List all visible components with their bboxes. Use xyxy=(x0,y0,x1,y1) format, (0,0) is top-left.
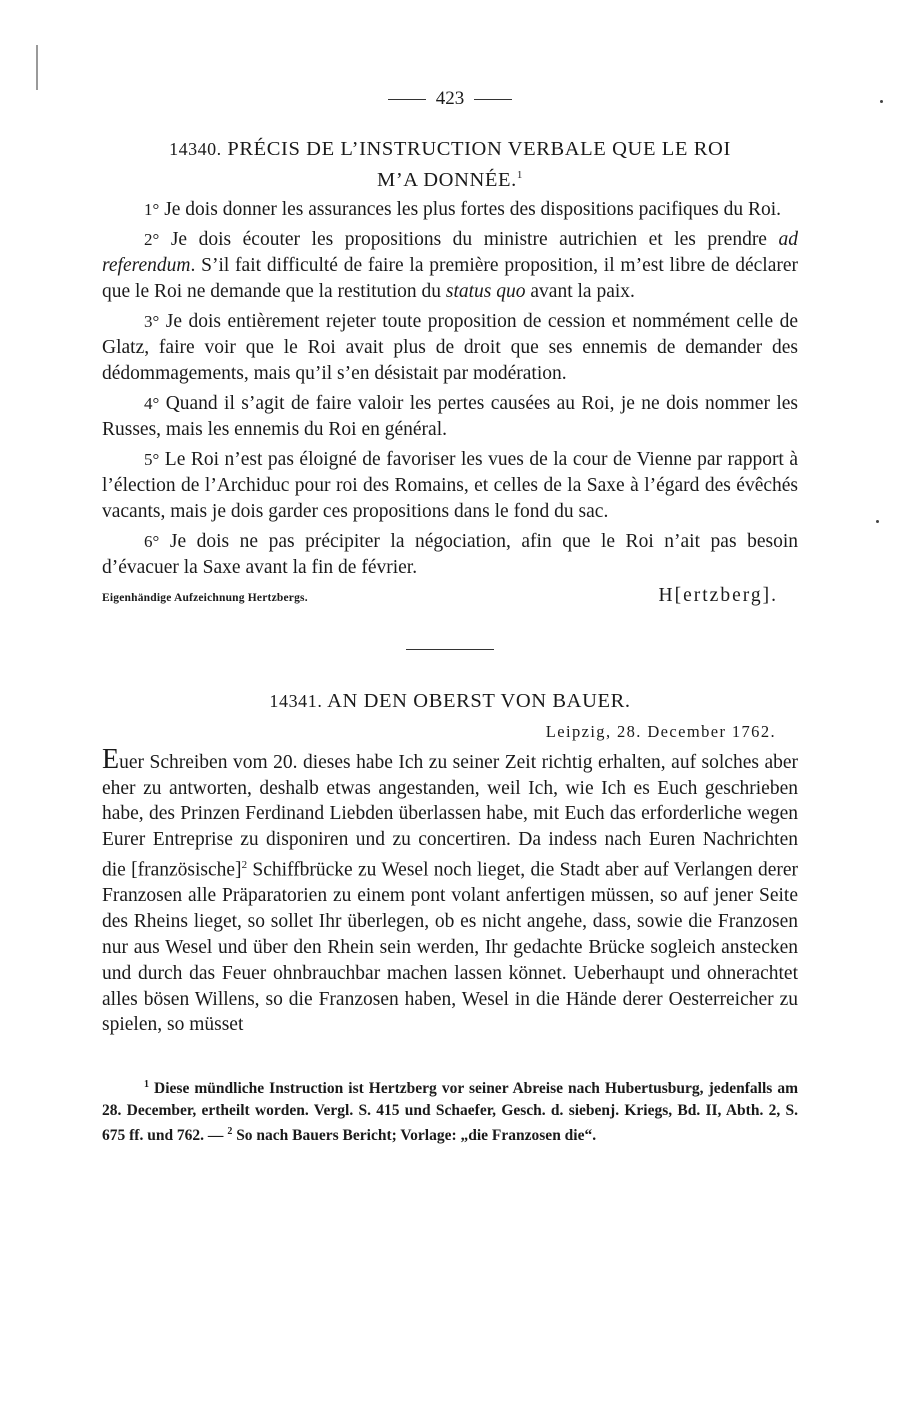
entry-14341 xyxy=(102,688,798,1038)
scan-speck xyxy=(876,520,879,523)
instruction-paragraph xyxy=(102,309,798,387)
footnote-ref: 2 xyxy=(241,859,248,872)
paragraph-text: Je dois ne pas précipiter la négociation, afin que le Roi n’ait pas besoin d’évacuer la Saxe avant la fin de février. xyxy=(102,530,798,578)
book-page xyxy=(102,82,798,1147)
footnote-marker: 2 xyxy=(227,1126,233,1138)
signature: H[ertzberg]. xyxy=(658,584,778,606)
drop-cap: E xyxy=(102,743,120,775)
instruction-paragraph xyxy=(102,197,798,223)
paragraph-number: 3° xyxy=(144,311,160,331)
signature-row xyxy=(102,585,798,607)
paragraph-number: 1° xyxy=(144,199,160,219)
paragraph-number: 4° xyxy=(144,393,160,413)
header-dash-right xyxy=(474,99,512,100)
instruction-paragraphs xyxy=(102,197,798,581)
footnote-text: Diese mündliche Instruction ist Hertzberg vor seiner Abreise nach Hubertusburg, jedenfalls am 28. December, ertheilt worden. Vergl. S. 415 und Schaefer, Gesch. d. siebenj. Kriegs, Bd. II, Abth. 2, S. 675 ff. und 762. — xyxy=(102,1080,798,1145)
entry-heading xyxy=(102,688,798,714)
italic-phrase: ad referendum xyxy=(102,228,798,276)
heading-line-2: M’A DONNÉE. xyxy=(377,168,517,191)
letter-text: Schiffbrücke zu Wesel noch lieget, die Stadt aber auf Verlangen derer Franzosen alle Präparatorien zu einem pont volant anfertigen müssen, so auf jener Seite des Rheins lieget, so sollet Ihr überlegen, ob es nicht angehe, dass, sowie die Franzosen nur aus Wesel und über den Rhein sein werden, Ihr gedachte Brücke sogleich anstecken und durch das Feuer ohnbrauchbar machen lassen könnet. Ueberhaupt und ohnerachtet alles bösen Willens, so die Franzosen haben, Wesel in die Hände derer Oesterreicher zu spielen, so müsset xyxy=(102,859,799,1036)
paragraph-text: Je dois donner les assurances les plus fortes des dispositions pacifiques du Roi. xyxy=(159,198,782,220)
letter-body xyxy=(102,743,799,1038)
paragraph-text: Je dois écouter les propositions du ministre autrichien et les prendre xyxy=(159,228,779,250)
footnotes xyxy=(102,1074,798,1147)
footnote-ref: 1 xyxy=(516,169,523,181)
page-header xyxy=(102,82,798,116)
paragraph-text: Le Roi n’est pas éloigné de favoriser les vues de la cour de Vienne par rapport à l’élection de l’Archiduc pour roi des Romains, et celles de la Saxe à l’égard des évêchés vacants, mais je dois garder ces propositions dans le fond du sac. xyxy=(102,448,798,522)
scan-edge-mark xyxy=(36,45,38,90)
instruction-paragraph xyxy=(102,529,798,581)
header-dash-left xyxy=(388,99,426,100)
paragraph-text: Quand il s’agit de faire valoir les pertes causées au Roi, je ne dois nommer les Russes, mais les ennemis du Roi en général. xyxy=(102,392,798,440)
instruction-paragraph xyxy=(102,391,798,443)
instruction-paragraph xyxy=(102,227,798,305)
paragraph-number: 2° xyxy=(144,229,160,249)
heading-text: AN DEN OBERST VON BAUER. xyxy=(327,689,631,712)
entry-14340 xyxy=(102,136,798,607)
paragraph-text: . S’il fait difficulté de faire la première proposition, il m’est libre de déclarer que le Roi ne demande que la restitution du xyxy=(102,254,798,302)
entry-number: 14341. xyxy=(269,690,323,711)
paragraph-number: 5° xyxy=(144,449,160,469)
italic-phrase: status quo xyxy=(445,280,526,302)
paragraph-number: 6° xyxy=(144,531,160,551)
paragraph-text: avant la paix. xyxy=(525,280,635,302)
scan-speck xyxy=(880,100,883,103)
section-divider xyxy=(406,649,494,650)
page-number: 423 xyxy=(435,88,465,109)
paragraph-text: Je dois entièrement rejeter toute proposition de cession et nommément celle de Glatz, faire voir que le Roi avait plus de droit que ses ennemis de demander des dédommagements, mais qu’il s’en désistait par modération. xyxy=(102,310,798,384)
footnote-text: So nach Bauers Bericht; Vorlage: „die Franzosen die“. xyxy=(232,1127,597,1145)
footnote-marker: 1 xyxy=(144,1079,149,1091)
dateline: Leipzig, 28. December 1762. xyxy=(545,721,776,741)
letter-text: uer Schreiben vom 20. dieses habe Ich zu seiner Zeit richtig erhalten, auf solches aber eher zu antworten, deshalb etwas angestanden, weil Ich, wie Ich es Euch geschrieben habe, des Prinzen Ferdinand Liebden überlassen habe, mit Euch das erforderliche wegen Eurer Entreprise zu disponiren und zu concertiren. Da indess nach Euren Nachrichten die [französische] xyxy=(102,751,798,881)
source-note: Eigenhändige Aufzeichnung Hertzbergs. xyxy=(102,591,308,604)
instruction-paragraph xyxy=(102,447,798,525)
entry-number: 14340. xyxy=(169,139,222,159)
heading-line-1: PRÉCIS DE L’INSTRUCTION VERBALE QUE LE ROI xyxy=(227,138,731,160)
entry-heading xyxy=(102,136,798,193)
